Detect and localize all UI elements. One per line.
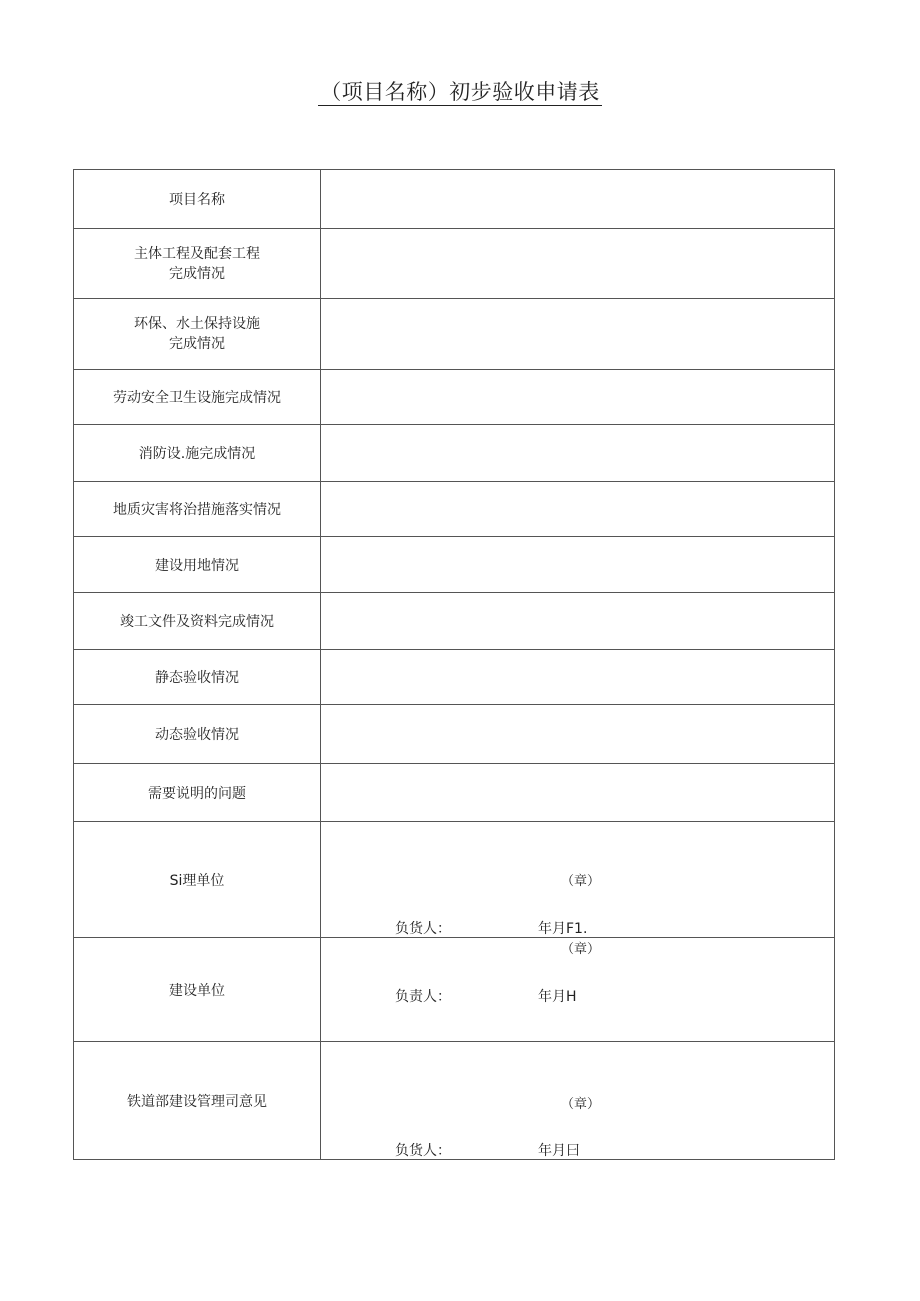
date-builder-prefix: 年月 (538, 989, 566, 1005)
label-ministry-opinion: 铁道部建设管理司意见 (74, 1042, 321, 1160)
label-supervisor-rest: 理单位 (182, 872, 225, 889)
field-dynamic-acceptance[interactable] (321, 705, 835, 764)
responsible-person-builder: 负责人： (395, 989, 451, 1005)
table-row (74, 764, 835, 822)
table-row (74, 229, 835, 299)
field-fire-protection[interactable] (321, 425, 835, 482)
field-labor-safety[interactable] (321, 370, 835, 425)
date-supervisor-prefix: 年月 (538, 921, 566, 937)
label-main-works (74, 229, 321, 299)
responsible-person-ministry: 负货人： (395, 1143, 451, 1159)
label-supervisor-prefix: Si (169, 872, 183, 889)
date-supervisor-suffix: F1. (566, 921, 588, 937)
field-issues[interactable] (321, 764, 835, 822)
date-builder-suffix: H (566, 989, 577, 1005)
table-row (74, 1042, 835, 1160)
label-project-name: 项目名称 (74, 170, 321, 229)
table-row (74, 593, 835, 650)
date-builder (538, 986, 577, 1006)
signature-cell-builder[interactable] (321, 938, 835, 1042)
label-completion-docs: 竣工文件及资料完成情况 (74, 593, 321, 650)
label-environment-line2: 完成情况 (169, 336, 225, 352)
signature-cell-ministry[interactable] (321, 1042, 835, 1160)
label-environment (74, 299, 321, 370)
label-builder: 建设单位 (74, 938, 321, 1042)
responsible-person-supervisor: 负货人： (395, 921, 451, 937)
acceptance-application-table (73, 169, 835, 1160)
label-issues: 需要说明的问题 (74, 764, 321, 822)
seal-mark-builder: （章） (561, 942, 601, 957)
date-supervisor (538, 918, 587, 938)
field-static-acceptance[interactable] (321, 650, 835, 705)
field-environment[interactable] (321, 299, 835, 370)
field-project-name[interactable] (321, 170, 835, 229)
field-land-use[interactable] (321, 537, 835, 593)
table-row (74, 938, 835, 1042)
signature-cell-supervisor[interactable] (321, 822, 835, 938)
table-row (74, 537, 835, 593)
seal-mark-supervisor: （章） (561, 874, 601, 889)
label-main-works-line2: 完成情况 (169, 265, 225, 282)
label-main-works-line1: 主体工程及配套工程 (134, 245, 260, 262)
table-row (74, 170, 835, 229)
label-geo-hazard: 地质灾害将治措施落实情况 (74, 482, 321, 537)
label-static-acceptance: 静态验收情况 (74, 650, 321, 705)
field-geo-hazard[interactable] (321, 482, 835, 537)
table-row (74, 705, 835, 764)
table-row (74, 650, 835, 705)
label-labor-safety: 劳动安全卫生设施完成情况 (74, 370, 321, 425)
table-row (74, 822, 835, 938)
label-dynamic-acceptance: 动态验收情况 (74, 705, 321, 764)
label-environment-line1: 环保、水土保持设施 (134, 316, 260, 332)
label-land-use: 建设用地情况 (74, 537, 321, 593)
form-title (0, 78, 920, 106)
form-title-text: （项目名称）初步验收申请表 (320, 80, 600, 104)
field-main-works[interactable] (321, 229, 835, 299)
table-row (74, 482, 835, 537)
table-row (74, 370, 835, 425)
date-ministry: 年月曰 (538, 1143, 580, 1159)
table-row (74, 425, 835, 482)
seal-mark-ministry: （章） (561, 1097, 601, 1112)
label-fire-protection: 消防设.施完成情况 (74, 425, 321, 482)
table-row (74, 299, 835, 370)
field-completion-docs[interactable] (321, 593, 835, 650)
label-supervisor (74, 822, 321, 938)
